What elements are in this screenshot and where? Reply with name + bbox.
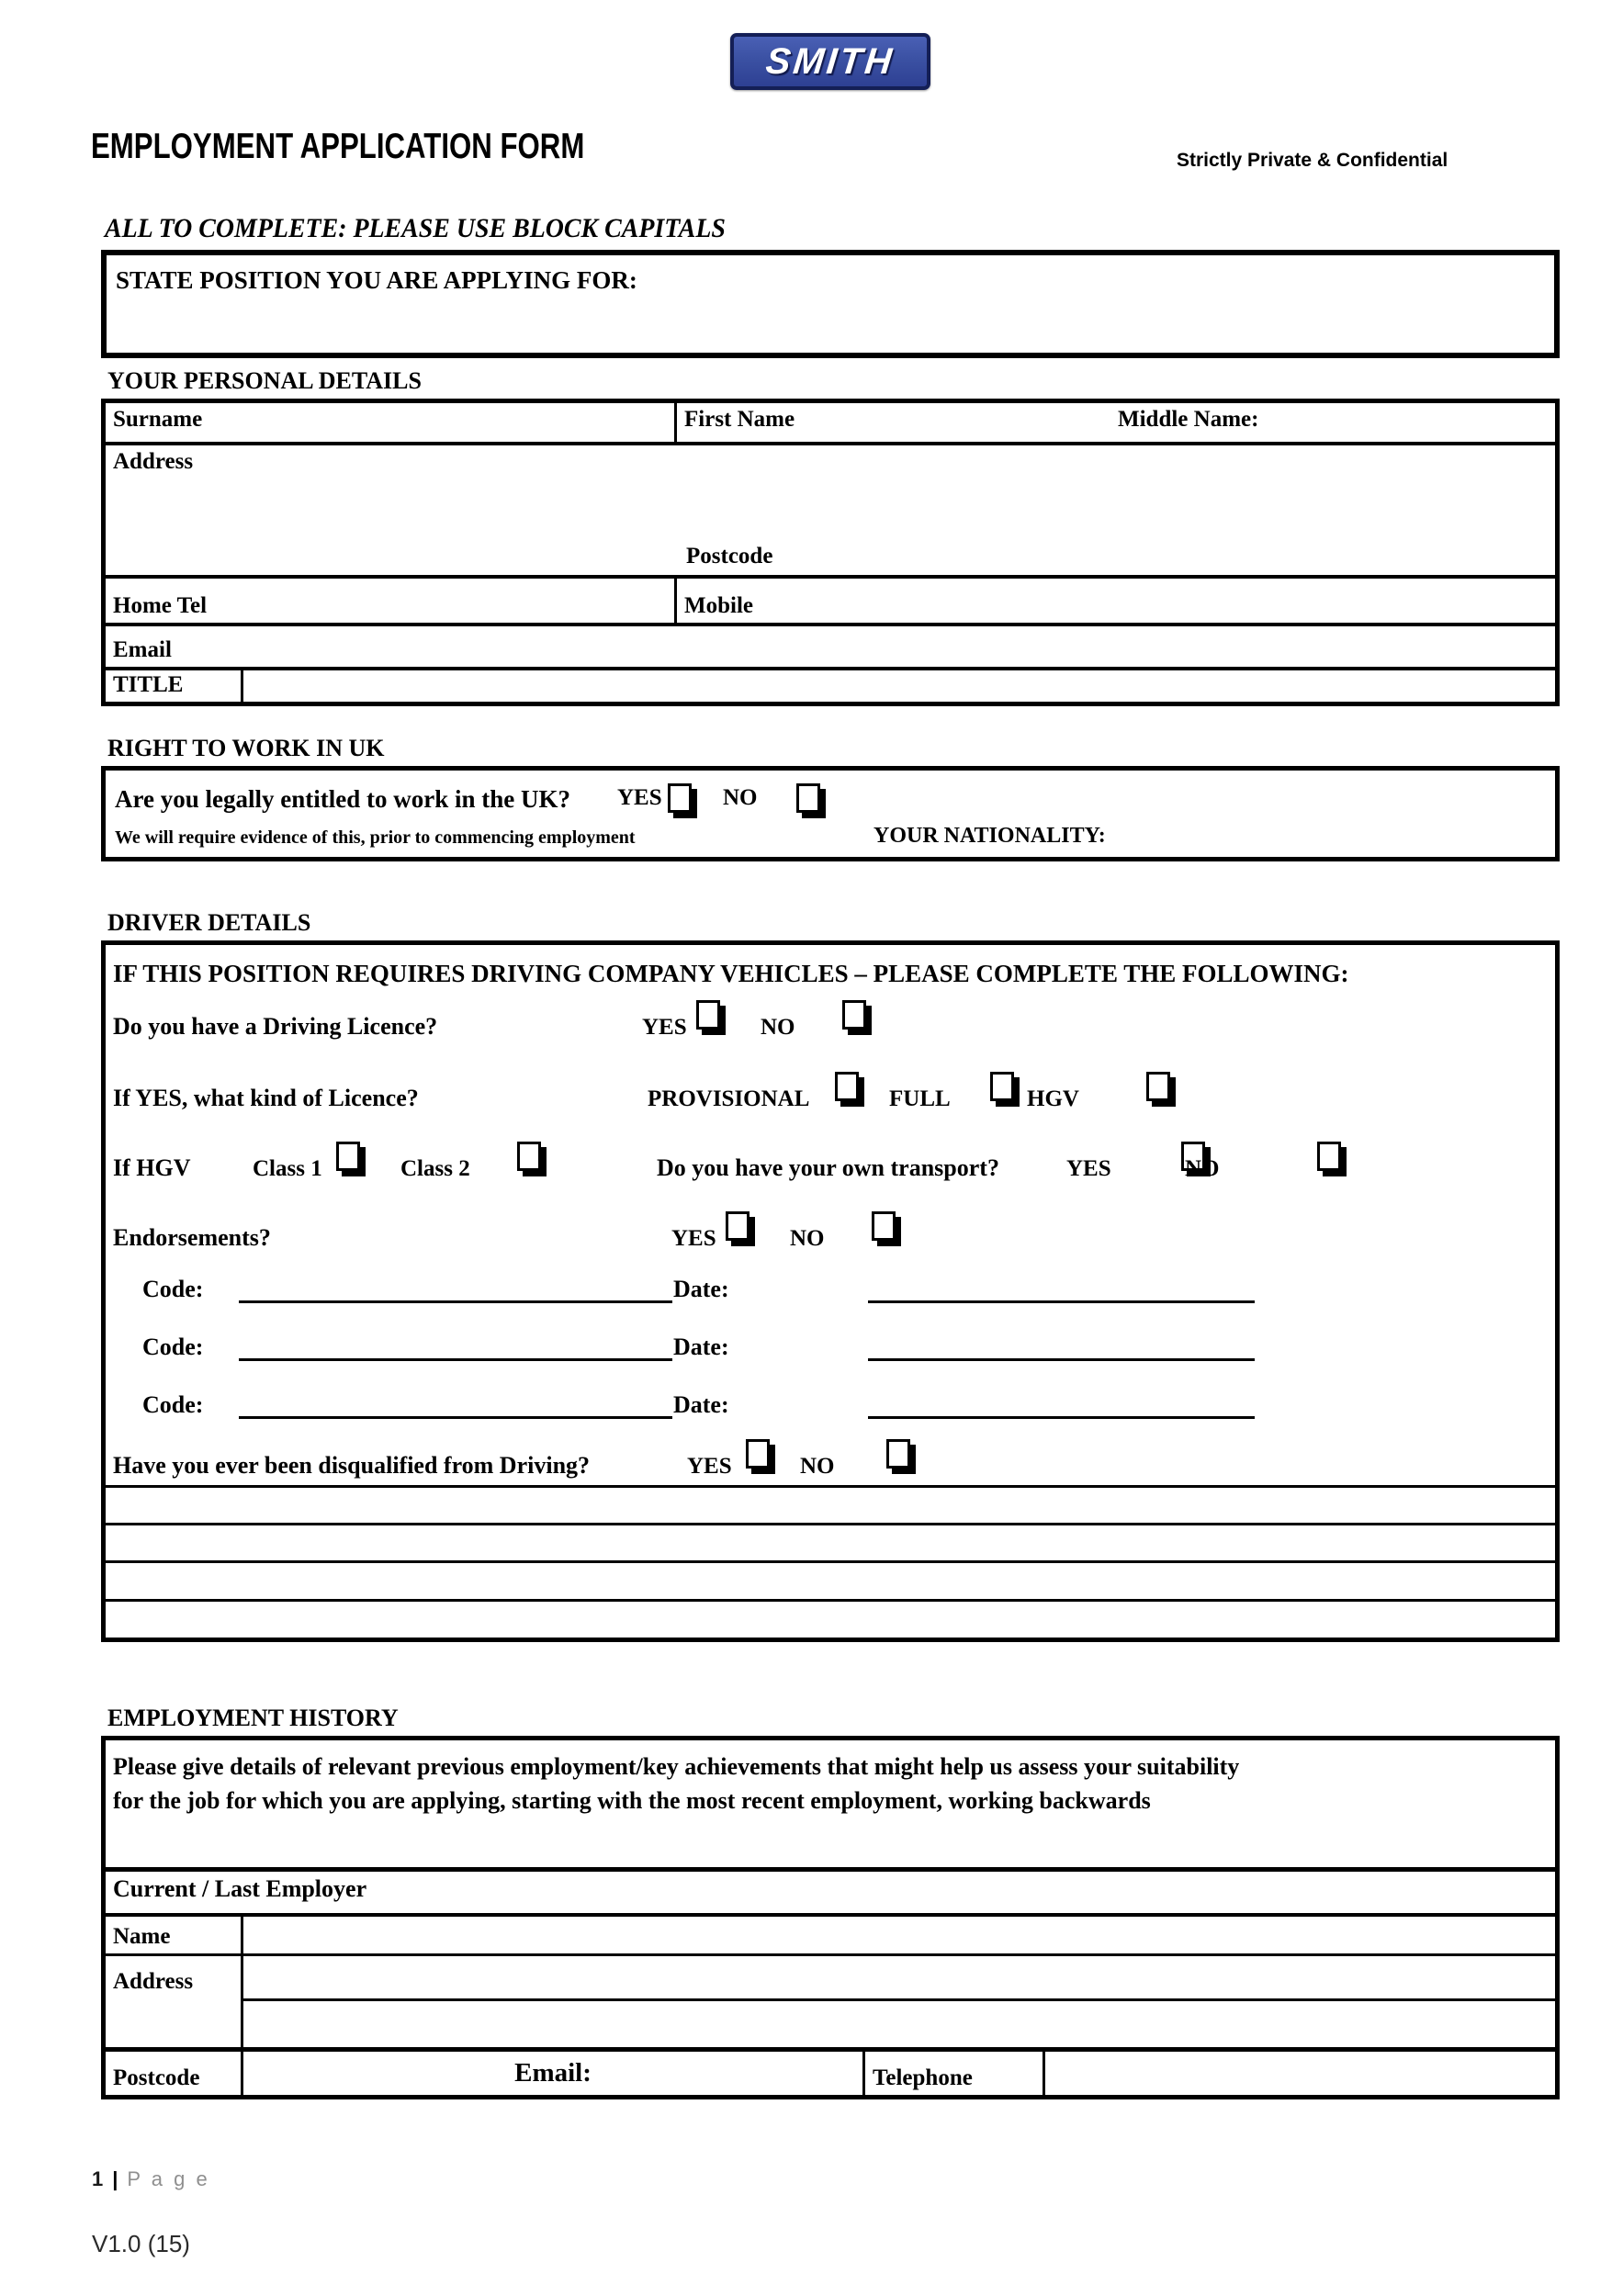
personal-details-heading: YOUR PERSONAL DETAILS bbox=[107, 367, 422, 394]
date-label: Date: bbox=[673, 1276, 729, 1302]
first-name-field[interactable] bbox=[677, 403, 1555, 442]
employment-intro-cell[interactable] bbox=[106, 1740, 1555, 1867]
employer-email-label: Email: bbox=[514, 2058, 592, 2088]
employment-intro-line2: for the job for which you are applying, starting with the most recent employment, working backwards bbox=[113, 1787, 1151, 1814]
title-field[interactable] bbox=[243, 670, 1555, 702]
employer-contact-row bbox=[106, 2047, 1555, 2095]
endorsements-row bbox=[106, 1213, 1555, 1254]
page-footer bbox=[92, 2167, 210, 2191]
employment-history-heading: EMPLOYMENT HISTORY bbox=[107, 1705, 399, 1731]
home-tel-field[interactable] bbox=[106, 579, 677, 623]
employer-name-row bbox=[106, 1913, 1555, 1953]
endorsements-no-checkbox[interactable] bbox=[872, 1211, 896, 1241]
rtw-yes-checkbox[interactable] bbox=[668, 783, 692, 813]
date-2-input-line[interactable] bbox=[868, 1357, 1255, 1361]
code-date-row bbox=[106, 1380, 1555, 1421]
home-tel-label: Home Tel bbox=[113, 593, 208, 618]
nationality-field[interactable] bbox=[1116, 824, 1548, 850]
right-to-work-box bbox=[101, 766, 1560, 861]
version-label: V1.0 (15) bbox=[92, 2230, 190, 2257]
company-logo-text: SMITH bbox=[764, 40, 897, 82]
table-row bbox=[106, 403, 1555, 442]
table-row bbox=[106, 575, 1555, 623]
page-title: EMPLOYMENT APPLICATION FORM bbox=[91, 127, 585, 166]
transport-yes-label: YES bbox=[1066, 1156, 1111, 1181]
middle-name-label: Middle Name: bbox=[1118, 407, 1259, 432]
endorsements-yes-checkbox[interactable] bbox=[726, 1211, 750, 1241]
employer-address-label-cell bbox=[106, 1956, 243, 2047]
email-field[interactable] bbox=[106, 626, 1555, 667]
table-row bbox=[106, 667, 1555, 702]
employer-telephone-cell bbox=[865, 2052, 1045, 2095]
code-2-input-line[interactable] bbox=[239, 1357, 672, 1361]
date-3-input-line[interactable] bbox=[868, 1415, 1255, 1419]
full-label: FULL bbox=[889, 1086, 951, 1111]
employer-name-label-cell bbox=[106, 1917, 243, 1953]
licence-no-checkbox[interactable] bbox=[842, 1000, 866, 1030]
full-checkbox[interactable] bbox=[990, 1072, 1014, 1101]
employer-postcode-label: Postcode bbox=[113, 2065, 200, 2090]
hgv-checkbox[interactable] bbox=[1146, 1072, 1170, 1101]
employer-telephone-field[interactable] bbox=[1045, 2052, 1555, 2095]
first-name-label: First Name bbox=[684, 407, 795, 432]
current-employer-row bbox=[106, 1867, 1555, 1913]
page-number: 1 bbox=[92, 2167, 104, 2190]
employment-intro-line1: Please give details of relevant previous employment/key achievements that might help us assess your suitability bbox=[113, 1753, 1240, 1780]
date-label: Date: bbox=[673, 1334, 729, 1360]
disqualified-no-label: NO bbox=[800, 1454, 835, 1479]
own-transport-question: Do you have your own transport? bbox=[657, 1154, 999, 1181]
code-label: Code: bbox=[142, 1391, 204, 1418]
current-employer-label: Current / Last Employer bbox=[113, 1875, 367, 1902]
employer-address-label: Address bbox=[113, 1969, 194, 1994]
driver-notes-line-3[interactable] bbox=[106, 1560, 1555, 1599]
surname-label: Surname bbox=[113, 407, 203, 432]
provisional-label: PROVISIONAL bbox=[648, 1086, 810, 1111]
rtw-evidence-note: We will require evidence of this, prior to commencing employment bbox=[115, 827, 636, 848]
disqualified-question: Have you ever been disqualified from Driving? bbox=[113, 1452, 591, 1479]
endorsements-yes-label: YES bbox=[671, 1226, 716, 1251]
address-field[interactable] bbox=[106, 445, 1555, 575]
employer-email-field[interactable] bbox=[243, 2052, 865, 2095]
hgv-class-row bbox=[106, 1143, 1555, 1184]
code-date-row bbox=[106, 1322, 1555, 1363]
rtw-yes-label: YES bbox=[617, 785, 662, 810]
class1-label: Class 1 bbox=[253, 1156, 322, 1181]
driver-details-heading: DRIVER DETAILS bbox=[107, 909, 311, 936]
class2-checkbox[interactable] bbox=[517, 1142, 541, 1171]
if-hgv-label: If HGV bbox=[113, 1154, 191, 1181]
disqualified-yes-checkbox[interactable] bbox=[746, 1439, 770, 1469]
licence-kind-row bbox=[106, 1074, 1555, 1114]
driver-intro: IF THIS POSITION REQUIRES DRIVING COMPANY VEHICLES – PLEASE COMPLETE THE FOLLOWING: bbox=[113, 960, 1349, 987]
employer-address-fields bbox=[243, 1956, 1555, 2047]
date-label: Date: bbox=[673, 1391, 729, 1418]
hgv-label: HGV bbox=[1027, 1086, 1079, 1111]
endorsements-no-label: NO bbox=[790, 1226, 825, 1251]
table-row bbox=[106, 623, 1555, 667]
driving-licence-row bbox=[106, 1002, 1555, 1042]
title-label: TITLE bbox=[113, 672, 184, 697]
employer-postcode-cell[interactable] bbox=[106, 2052, 243, 2095]
transport-no-checkbox[interactable] bbox=[1317, 1142, 1341, 1171]
page-word: P a g e bbox=[127, 2167, 210, 2190]
licence-yes-checkbox[interactable] bbox=[696, 1000, 720, 1030]
code-label: Code: bbox=[142, 1334, 204, 1360]
provisional-checkbox[interactable] bbox=[835, 1072, 859, 1101]
disqualified-yes-label: YES bbox=[687, 1454, 732, 1479]
transport-no-label: NO bbox=[1185, 1156, 1220, 1181]
date-1-input-line[interactable] bbox=[868, 1300, 1255, 1303]
address-label: Address bbox=[113, 449, 194, 474]
licence-no-label: NO bbox=[761, 1015, 795, 1040]
driver-notes-line-2[interactable] bbox=[106, 1523, 1555, 1560]
position-applying-for-label: STATE POSITION YOU ARE APPLYING FOR: bbox=[116, 266, 637, 294]
employer-telephone-label: Telephone bbox=[873, 2065, 973, 2090]
block-capitals-instruction: ALL TO COMPLETE: PLEASE USE BLOCK CAPITALS bbox=[105, 213, 726, 243]
rtw-no-checkbox[interactable] bbox=[796, 783, 820, 813]
title-label-cell bbox=[106, 670, 243, 702]
postcode-label: Postcode bbox=[686, 544, 773, 568]
code-3-input-line[interactable] bbox=[239, 1415, 672, 1419]
employer-address-line1-field[interactable] bbox=[243, 1956, 1555, 2001]
email-label: Email bbox=[113, 637, 172, 662]
company-logo bbox=[730, 33, 930, 90]
licence-yes-label: YES bbox=[642, 1015, 687, 1040]
confidential-note: Strictly Private & Confidential bbox=[1177, 150, 1448, 171]
employer-address-line2-field[interactable] bbox=[243, 2001, 1555, 2047]
employer-name-label: Name bbox=[113, 1924, 171, 1949]
position-applying-for-field[interactable] bbox=[101, 250, 1560, 358]
page-separator: | bbox=[112, 2167, 118, 2190]
table-row bbox=[106, 442, 1555, 575]
mobile-field[interactable] bbox=[677, 579, 1555, 623]
driver-notes-line-4[interactable] bbox=[106, 1599, 1555, 1638]
personal-details-table bbox=[101, 399, 1560, 706]
nationality-label: YOUR NATIONALITY: bbox=[873, 824, 1106, 848]
driver-details-box bbox=[101, 940, 1560, 1642]
code-1-input-line[interactable] bbox=[239, 1300, 672, 1303]
disqualified-no-checkbox[interactable] bbox=[886, 1439, 910, 1469]
right-to-work-heading: RIGHT TO WORK IN UK bbox=[107, 735, 385, 761]
disqualified-row bbox=[106, 1441, 1555, 1481]
surname-field[interactable] bbox=[106, 403, 677, 442]
code-label: Code: bbox=[142, 1276, 204, 1302]
class2-label: Class 2 bbox=[400, 1156, 470, 1181]
employment-history-box bbox=[101, 1736, 1560, 2099]
right-to-work-question: Are you legally entitled to work in the UK? bbox=[115, 785, 570, 813]
driver-notes-line-1[interactable] bbox=[106, 1485, 1555, 1523]
endorsements-question: Endorsements? bbox=[113, 1224, 271, 1251]
current-employer-cell bbox=[106, 1872, 1555, 1913]
class1-checkbox[interactable] bbox=[336, 1142, 360, 1171]
rtw-no-label: NO bbox=[723, 785, 758, 810]
employer-name-field[interactable] bbox=[243, 1917, 1555, 1953]
code-date-row bbox=[106, 1265, 1555, 1305]
mobile-label: Mobile bbox=[684, 593, 753, 618]
driving-licence-question: Do you have a Driving Licence? bbox=[113, 1013, 438, 1040]
employer-address-row bbox=[106, 1953, 1555, 2047]
licence-kind-question: If YES, what kind of Licence? bbox=[113, 1085, 419, 1111]
